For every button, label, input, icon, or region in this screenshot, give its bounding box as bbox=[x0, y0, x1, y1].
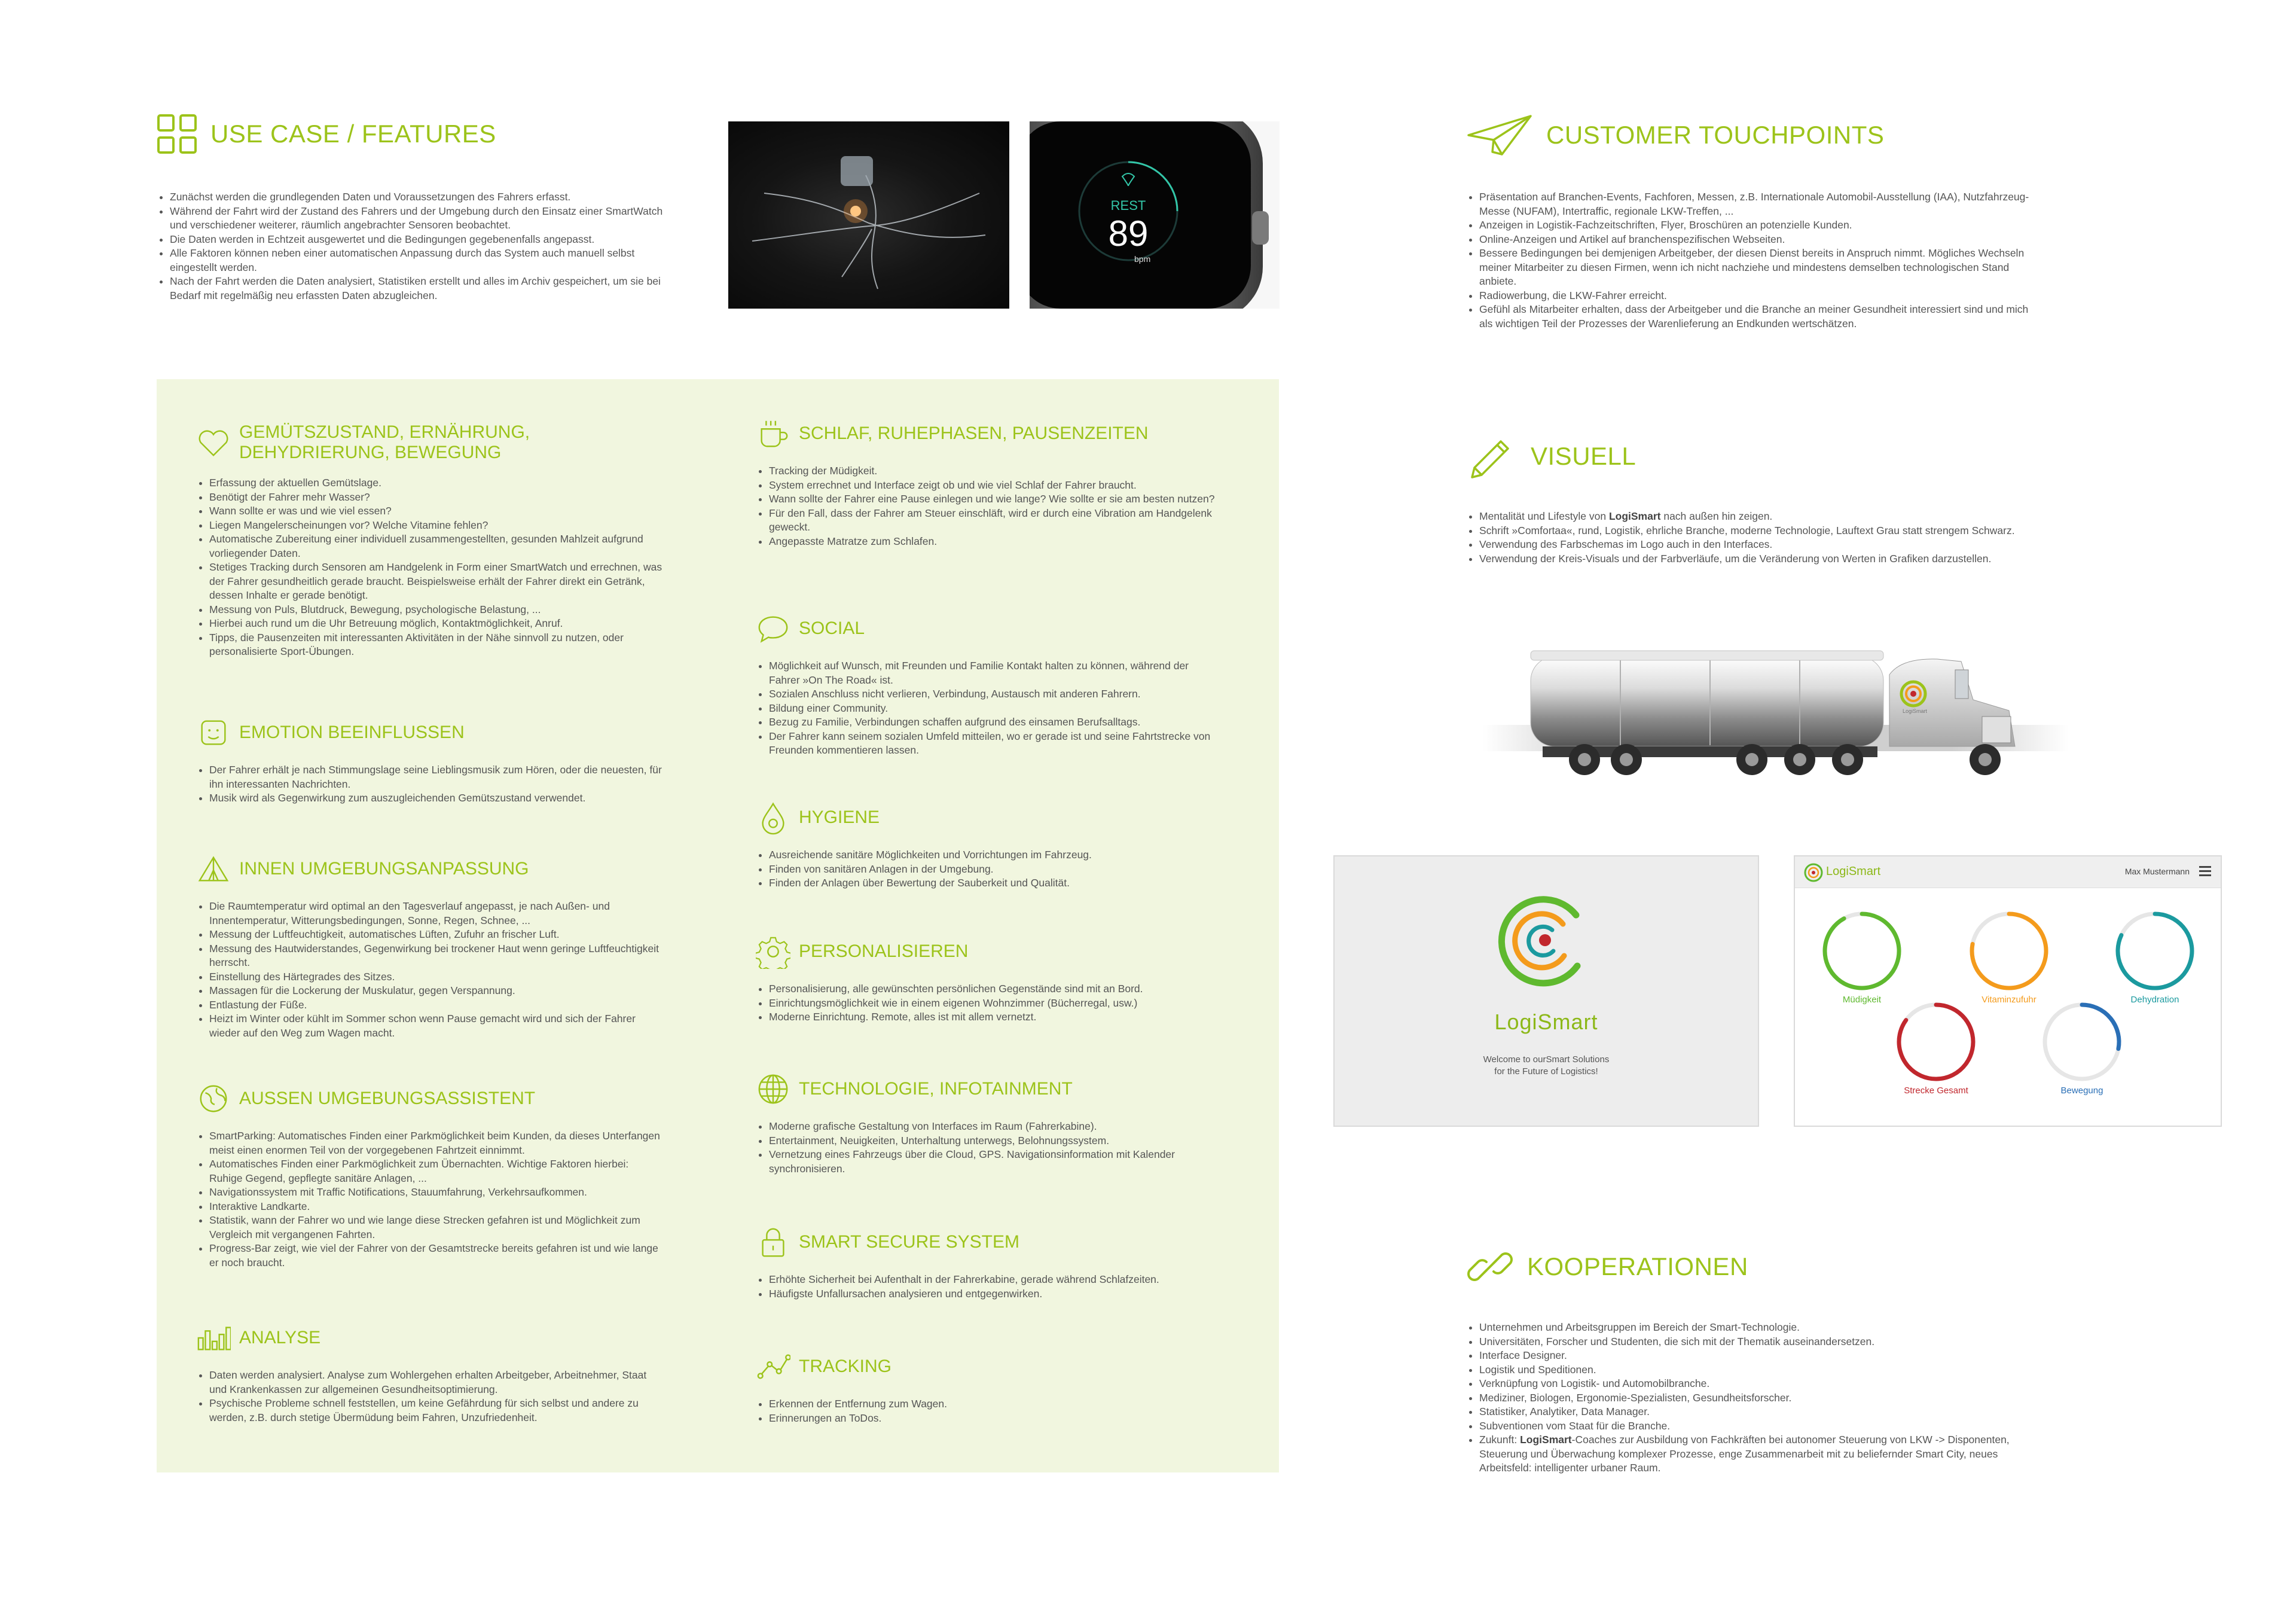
splash-screen bbox=[1333, 855, 1759, 1127]
left-section-item: • Automatisches Finden einer Parkmöglichkeit zum Übernachten. Wichtige Faktoren hierbei: Ruhige Gegend, gepflegte sanitäre Anlagen, ... bbox=[209, 1157, 662, 1185]
right-section-item: • Moderne grafische Gestaltung von Interfaces im Raum (Fahrerkabine). bbox=[769, 1120, 1222, 1134]
right-section-title: SMART SECURE SYSTEM bbox=[799, 1232, 1019, 1252]
left-section bbox=[196, 1321, 662, 1425]
bar-chart-icon bbox=[196, 1321, 231, 1355]
right-section-item: • Tracking der Müdigkeit. bbox=[769, 464, 1222, 478]
right-section-title: HYGIENE bbox=[799, 807, 880, 827]
right-section-item: • Vernetzung eines Fahrzeugs über die Cloud, GPS. Navigationsinformation mit Kalender synchronisieren. bbox=[769, 1148, 1222, 1176]
kooperation-item: • Verknüpfung von Logistik- und Automobilbranche. bbox=[1479, 1377, 2029, 1391]
smartwatch-photo bbox=[1030, 121, 1280, 309]
watch-bpm-unit: bpm bbox=[1134, 254, 1151, 264]
right-section-list bbox=[756, 464, 1222, 548]
gear-icon bbox=[756, 934, 790, 969]
left-section-item: • Stetiges Tracking durch Sensoren am Handgelenk in Form einer SmartWatch und errechnen, was der Fahrer gesundheitlich gerade braucht. Beispielsweise erhält der Fahrer direkt ein Getränk, dessen Inhalte er gerade benötigt. bbox=[209, 560, 662, 603]
right-section-item: • Wann sollte der Fahrer eine Pause einlegen und wie lange? Wie sollte er sie am besten nutzen? bbox=[769, 492, 1222, 507]
right-section-title: SOCIAL bbox=[799, 618, 865, 638]
visuell-list bbox=[1466, 510, 2017, 566]
touchpoint-item: • Radiowerbung, die LKW-Fahrer erreicht. bbox=[1479, 289, 2041, 303]
left-section-list bbox=[196, 900, 662, 1040]
left-section-item: • Daten werden analysiert. Analyse zum Wohlergehen erhalten Arbeitgeber, Arbeitnehmer, Staat und Krankenkassen zur allgemeinen Gesundheitsoptimierung. bbox=[209, 1368, 662, 1397]
visuell-item: • Verwendung des Farbschemas im Logo auch in den Interfaces. bbox=[1479, 538, 2017, 552]
right-section-item: • Moderne Einrichtung. Remote, alles ist mit allem vernetzt. bbox=[769, 1010, 1222, 1025]
left-section-list bbox=[196, 763, 662, 806]
right-section-list bbox=[756, 848, 1222, 891]
left-section-item: • Die Raumtemperatur wird optimal an den Tagesverlauf angepasst, je nach Außen- und Innentemperatur, Witterungsbedingungen, Sonne, Regen, Schnee, ... bbox=[209, 900, 662, 928]
left-section-item: • Navigationssystem mit Traffic Notifications, Stauumfahrung, Verkehrsaufkommen. bbox=[209, 1185, 662, 1200]
visuell-header bbox=[1466, 431, 1636, 482]
globe-grid-icon bbox=[756, 1072, 790, 1106]
right-section-item: • Finden der Anlagen über Bewertung der Sauberkeit und Qualität. bbox=[769, 876, 1222, 891]
right-section-item: • Erhöhte Sicherheit bei Aufenthalt in der Fahrerkabine, gerade während Schlafzeiten. bbox=[769, 1273, 1222, 1287]
lock-icon bbox=[756, 1225, 790, 1260]
kooperation-item: • Subventionen vom Staat für die Branche. bbox=[1479, 1419, 2029, 1434]
kooperation-item: • Statistiker, Analytiker, Data Manager. bbox=[1479, 1405, 2029, 1419]
right-section-item: • Angepasste Matratze zum Schlafen. bbox=[769, 535, 1222, 549]
splash-welcome-line1: Welcome to ourSmart Solutions bbox=[1483, 1054, 1610, 1065]
right-section-item: • Bezug zu Familie, Verbindungen schaffen aufgrund des einsamen Berufsalltags. bbox=[769, 715, 1222, 730]
left-section-item: • SmartParking: Automatisches Finden einer Parkmöglichkeit beim Kunden, da dieses Unterfangen meist einen enormen Teil von der vorgegebenen Fahrtzeit einnimmt. bbox=[209, 1129, 662, 1157]
kooperation-item: • Logistik und Speditionen. bbox=[1479, 1363, 2029, 1377]
tent-icon bbox=[196, 852, 231, 886]
right-section-item: • Der Fahrer kann seinem sozialen Umfeld mitteilen, wo er gerade ist und seine Fahrtstrecke von Freunden kommentieren lassen. bbox=[769, 730, 1222, 758]
left-section-item: • Psychische Probleme schnell feststellen, um keine Gefährdung für sich selbst und andere zu werden, z.B. durch stetige Übermüdung beim Fahren, Unzufriedenheit. bbox=[209, 1397, 662, 1425]
coffee-cup-icon bbox=[756, 416, 790, 451]
left-section-item: • Einstellung des Härtegrades des Sitzes. bbox=[209, 970, 662, 984]
right-section-title: PERSONALISIEREN bbox=[799, 941, 969, 961]
kooperationen-title: KOOPERATIONEN bbox=[1527, 1252, 1748, 1280]
smiley-icon bbox=[196, 715, 231, 750]
brand-name: LogiSmart bbox=[1608, 510, 1661, 522]
right-section-item: • Für den Fall, dass der Fahrer am Steuer einschläft, wird er durch eine Vibration am Handgelenk geweckt. bbox=[769, 507, 1222, 535]
gauge-ring bbox=[2101, 909, 2209, 993]
hamburger-menu-icon[interactable] bbox=[2199, 866, 2211, 876]
left-section-item: • Messung des Hautwiderstandes, Gegenwirkung bei trockener Haut wenn geringe Luftfeuchtigkeit herrscht. bbox=[209, 942, 662, 970]
dashboard-topbar bbox=[1795, 856, 2221, 888]
right-section-item: • Möglichkeit auf Wunsch, mit Freunden und Familie Kontakt halten zu können, während der Fahrer »On The Road« ist. bbox=[769, 659, 1222, 687]
gauge-ring bbox=[1955, 909, 2063, 993]
left-section-title: INNEN UMGEBUNGSANPASSUNG bbox=[239, 859, 529, 879]
kooperation-item: • Zukunft: LogiSmart-Coaches zur Ausbildung von Fachkräften bei autonomer Steuerung von LKW -> Disponenten, Steuerung und Überwachung komplexer Prozesse, enge Zusammenarbeit mit zu beliefernder Smart City, neues Arbeitsfeld: intelligenter urbaner Raum. bbox=[1479, 1433, 2029, 1475]
left-section bbox=[196, 422, 662, 659]
right-section-title: TECHNOLOGIE, INFOTAINMENT bbox=[799, 1079, 1073, 1099]
left-section-item: • Messung von Puls, Blutdruck, Bewegung, psychologische Belastung, ... bbox=[209, 603, 662, 617]
use-case-item: • Während der Fahrt wird der Zustand des Fahrers und der Umgebung durch den Einsatz einer SmartWatch und verschiedener weiterer, räumlich angebrachter Sensoren beobachtet. bbox=[170, 205, 683, 233]
touchpoints-list bbox=[1466, 190, 2041, 331]
use-case-item: • Die Daten werden in Echtzeit ausgewertet und die Bedingungen gegebenenfalls angepasst. bbox=[170, 233, 683, 247]
left-section-list bbox=[196, 1129, 662, 1270]
kooperationen-header bbox=[1466, 1243, 1748, 1291]
use-case-item: • Zunächst werden die grundlegenden Daten und Voraussetzungen des Fahrers erfasst. bbox=[170, 190, 683, 205]
right-section-list bbox=[756, 1273, 1222, 1301]
visuell-item: • Verwendung der Kreis-Visuals und der Farbverläufe, um die Veränderung von Werten in Grafiken darzustellen. bbox=[1479, 552, 2017, 566]
right-section-item: • Häufigste Unfallursachen analysieren und entgegenwirken. bbox=[769, 1287, 1222, 1301]
splash-welcome-line2: for the Future of Logistics! bbox=[1494, 1066, 1598, 1077]
kooperation-item: • Mediziner, Biologen, Ergonomie-Spezialisten, Gesundheitsforscher. bbox=[1479, 1391, 2029, 1405]
kooperation-item: • Interface Designer. bbox=[1479, 1349, 2029, 1363]
right-section bbox=[756, 611, 1222, 758]
left-section-title: AUSSEN UMGEBUNGSASSISTENT bbox=[239, 1089, 536, 1108]
splash-logo-text: LogiSmart bbox=[1494, 1010, 1598, 1034]
splash-welcome bbox=[1335, 1054, 1758, 1078]
sensor-bracelet-photo bbox=[728, 121, 1009, 309]
left-section bbox=[196, 1081, 662, 1270]
left-section-item: • Progress-Bar zeigt, wie viel der Fahrer von der Gesamtstrecke bereits gefahren ist und wie lange er noch braucht. bbox=[209, 1242, 662, 1270]
use-case-title: USE CASE / FEATURES bbox=[210, 120, 496, 148]
visuell-item bbox=[1479, 510, 2017, 524]
touchpoints-header bbox=[1466, 114, 1884, 157]
speech-bubble-icon bbox=[756, 611, 790, 646]
right-section bbox=[756, 800, 1222, 891]
right-section-item: • Erinnerungen an ToDos. bbox=[769, 1411, 1222, 1426]
gauge-ring bbox=[1882, 1000, 1990, 1084]
gauge-label: Müdigkeit bbox=[1842, 995, 1882, 1005]
touchpoint-item: • Bessere Bedingungen bei demjenigen Arbeitgeber, der diesen Dienst bereits in Anspruch nimmt. Mögliches Wechseln meiner Mitarbeiter zu diesen Firmen, wenn ich nicht nachziehe und mindestens demselben technologischen Stand anbiete. bbox=[1479, 246, 2041, 289]
right-section-item: • System errechnet und Interface zeigt ob und wie viel Schlaf der Fahrer braucht. bbox=[769, 478, 1222, 493]
right-section bbox=[756, 1225, 1222, 1301]
gauge-ring bbox=[2028, 1000, 2136, 1084]
kooperation-item: • Universitäten, Forscher und Studenten, die sich mit der Thematik auseinandersetzen. bbox=[1479, 1335, 2029, 1349]
visuell-item-text: nach außen hin zeigen. bbox=[1660, 510, 1773, 522]
left-section-item: • Hierbei auch rund um die Uhr Betreuung möglich, Kontaktmöglichkeit, Anruf. bbox=[209, 617, 662, 631]
gauge[interactable] bbox=[2028, 1000, 2136, 1096]
right-section-list bbox=[756, 659, 1222, 758]
logismart-logo-icon bbox=[1486, 891, 1606, 993]
left-section-item: • Der Fahrer erhält je nach Stimmungslage seine Lieblingsmusik zum Hören, oder die neuesten, für ihn interessanten Nachrichten. bbox=[209, 763, 662, 791]
left-section-title: ANALYSE bbox=[239, 1328, 321, 1347]
visuell-item-text: Mentalität und Lifestyle von bbox=[1479, 510, 1609, 522]
dashboard-logo-text: LogiSmart bbox=[1826, 865, 1881, 878]
right-section-list bbox=[756, 982, 1222, 1025]
tracking-line-icon bbox=[756, 1349, 790, 1384]
brand-name: LogiSmart bbox=[1520, 1434, 1572, 1446]
gauge-label: Strecke Gesamt bbox=[1904, 1086, 1968, 1096]
gauge[interactable] bbox=[1882, 1000, 1990, 1096]
right-section-title: SCHLAF, RUHEPHASEN, PAUSENZEITEN bbox=[799, 423, 1149, 443]
left-section-item: • Heizt im Winter oder kühlt im Sommer schon wenn Pause gemacht wird und sich der Fahrer wieder auf den Weg zum Wagen macht. bbox=[209, 1012, 662, 1040]
left-section-item: • Massagen für die Lockerung der Muskulatur, gegen Verspannung. bbox=[209, 984, 662, 998]
right-section-list bbox=[756, 1397, 1222, 1425]
right-section-item: • Sozialen Anschluss nicht verlieren, Verbindung, Austausch mit anderen Fahrern. bbox=[769, 687, 1222, 702]
right-section-item: • Entertainment, Neuigkeiten, Unterhaltung unterwegs, Belohnungssystem. bbox=[769, 1134, 1222, 1148]
left-section-item: • Musik wird als Gegenwirkung zum auszugleichenden Gemütszustand verwendet. bbox=[209, 791, 662, 806]
dashboard-user-name[interactable]: Max Mustermann bbox=[2124, 867, 2190, 876]
dashboard-screen bbox=[1794, 855, 2222, 1127]
touchpoints-title: CUSTOMER TOUCHPOINTS bbox=[1546, 121, 1885, 149]
right-section-list bbox=[756, 1120, 1222, 1176]
use-case-item: • Alle Faktoren können neben einer automatischen Anpassung durch das System auch manuell selbst eingestellt werden. bbox=[170, 246, 683, 275]
kooperation-item: • Unternehmen und Arbeitsgruppen im Bereich der Smart-Technologie. bbox=[1479, 1321, 2029, 1335]
truck-logo-text: LogiSmart bbox=[1903, 708, 1928, 714]
left-section-list bbox=[196, 476, 662, 659]
right-section-item: • Ausreichende sanitäre Möglichkeiten und Vorrichtungen im Fahrzeug. bbox=[769, 848, 1222, 862]
gauge[interactable] bbox=[2101, 909, 2209, 1005]
gauge-label: Bewegung bbox=[2060, 1086, 2103, 1096]
visuell-title: VISUELL bbox=[1531, 442, 1636, 470]
gauge[interactable] bbox=[1808, 909, 1916, 1005]
use-case-header bbox=[157, 114, 496, 154]
logismart-small-logo-icon bbox=[1803, 862, 1824, 883]
left-section-title: GEMÜTSZUSTAND, ERNÄHRUNG, DEHYDRIERUNG, BEWEGUNG bbox=[239, 422, 530, 462]
left-section bbox=[196, 715, 662, 806]
use-case-item: • Nach der Fahrt werden die Daten analysiert, Statistiken erstellt und alles im Archiv gespeichert, um sie bei Bedarf mit regelmäßig neu erfassten Daten abzugleichen. bbox=[170, 275, 683, 303]
left-section-item: • Liegen Mangelerscheinungen vor? Welche Vitamine fehlen? bbox=[209, 519, 662, 533]
pencil-icon bbox=[1466, 431, 1518, 482]
gauge-label: Vitaminzufuhr bbox=[1981, 995, 2037, 1005]
kooperationen-list bbox=[1466, 1321, 2029, 1475]
visuell-item: • Schrift »Comfortaa«, rund, Logistik, ehrliche Branche, moderne Technologie, Lauftext Grau statt strengem Schwarz. bbox=[1479, 524, 2017, 538]
globe-icon bbox=[196, 1081, 231, 1116]
right-section-item: • Bildung einer Community. bbox=[769, 702, 1222, 716]
right-section bbox=[756, 934, 1222, 1025]
right-section-item: • Personalisierung, alle gewünschten persönlichen Gegenstände sind mit an Bord. bbox=[769, 982, 1222, 996]
right-section-item: • Finden von sanitären Anlagen in der Umgebung. bbox=[769, 862, 1222, 877]
use-case-list bbox=[157, 190, 683, 303]
watch-rest-label: REST bbox=[1110, 198, 1146, 213]
touchpoint-item: • Präsentation auf Branchen-Events, Fachforen, Messen, z.B. Internationale Automobil-Ausstellung (IAA), Nutzfahrzeug-Messe (NUFAM), Intertraffic, regionale LKW-Treffen, ... bbox=[1479, 190, 2041, 218]
watch-bpm-value: 89 bbox=[1108, 214, 1149, 254]
left-section-list bbox=[196, 1368, 662, 1425]
left-section-item: • Messung der Luftfeuchtigkeit, automatisches Lüften, Zufuhr an frischer Luft. bbox=[209, 928, 662, 942]
water-drop-icon bbox=[756, 800, 790, 835]
gauge-ring bbox=[1808, 909, 1916, 993]
left-section-item: • Benötigt der Fahrer mehr Wasser? bbox=[209, 490, 662, 505]
gauge[interactable] bbox=[1955, 909, 2063, 1005]
touchpoint-item: • Online-Anzeigen und Artikel auf branchenspezifischen Webseiten. bbox=[1479, 233, 2041, 247]
touchpoint-item: • Anzeigen in Logistik-Fachzeitschriften, Flyer, Broschüren an potenzielle Kunden. bbox=[1479, 218, 2041, 233]
right-section bbox=[756, 416, 1222, 548]
grid-icon bbox=[157, 114, 197, 154]
right-section-item: • Erkennen der Entfernung zum Wagen. bbox=[769, 1397, 1222, 1411]
left-section-item: • Entlastung der Füße. bbox=[209, 998, 662, 1013]
right-section-item: • Einrichtungsmöglichkeit wie in einem eigenen Wohnzimmer (Bücherregal, usw.) bbox=[769, 996, 1222, 1011]
left-section-item: • Statistik, wann der Fahrer wo und wie lange diese Strecken gefahren ist und Möglichkeit zum Vergleich mit vergangenen Fahrten. bbox=[209, 1214, 662, 1242]
right-section bbox=[756, 1349, 1222, 1425]
left-section-item: • Wann sollte er was und wie viel essen? bbox=[209, 504, 662, 519]
left-section-item: • Automatische Zubereitung einer individuell zusammengestellten, gesunden Mahlzeit aufgrund vorliegender Daten. bbox=[209, 532, 662, 560]
heart-icon bbox=[196, 425, 231, 460]
right-section-title: TRACKING bbox=[799, 1356, 892, 1376]
right-section bbox=[756, 1072, 1222, 1176]
touchpoint-item: • Gefühl als Mitarbeiter erhalten, dass der Arbeitgeber und die Branche an meiner Gesundheit interessiert sind und mich als wichtigen Teil der Prozesses der Warenlieferung an Endkunden wertschätzen. bbox=[1479, 303, 2041, 331]
left-section-title: EMOTION BEEINFLUSSEN bbox=[239, 722, 465, 742]
left-section-item: • Erfassung der aktuellen Gemütslage. bbox=[209, 476, 662, 490]
truck-illustration bbox=[1483, 646, 2069, 795]
paper-plane-icon bbox=[1466, 114, 1533, 157]
gauge-label: Dehydration bbox=[2130, 995, 2179, 1005]
left-section-item: • Interaktive Landkarte. bbox=[209, 1200, 662, 1214]
left-section-item: • Tipps, die Pausenzeiten mit interessanten Aktivitäten in der Nähe sinnvoll zu nutzen, oder personalisierte Sport-Übungen. bbox=[209, 631, 662, 659]
chain-link-icon bbox=[1466, 1243, 1514, 1291]
left-section bbox=[196, 852, 662, 1040]
